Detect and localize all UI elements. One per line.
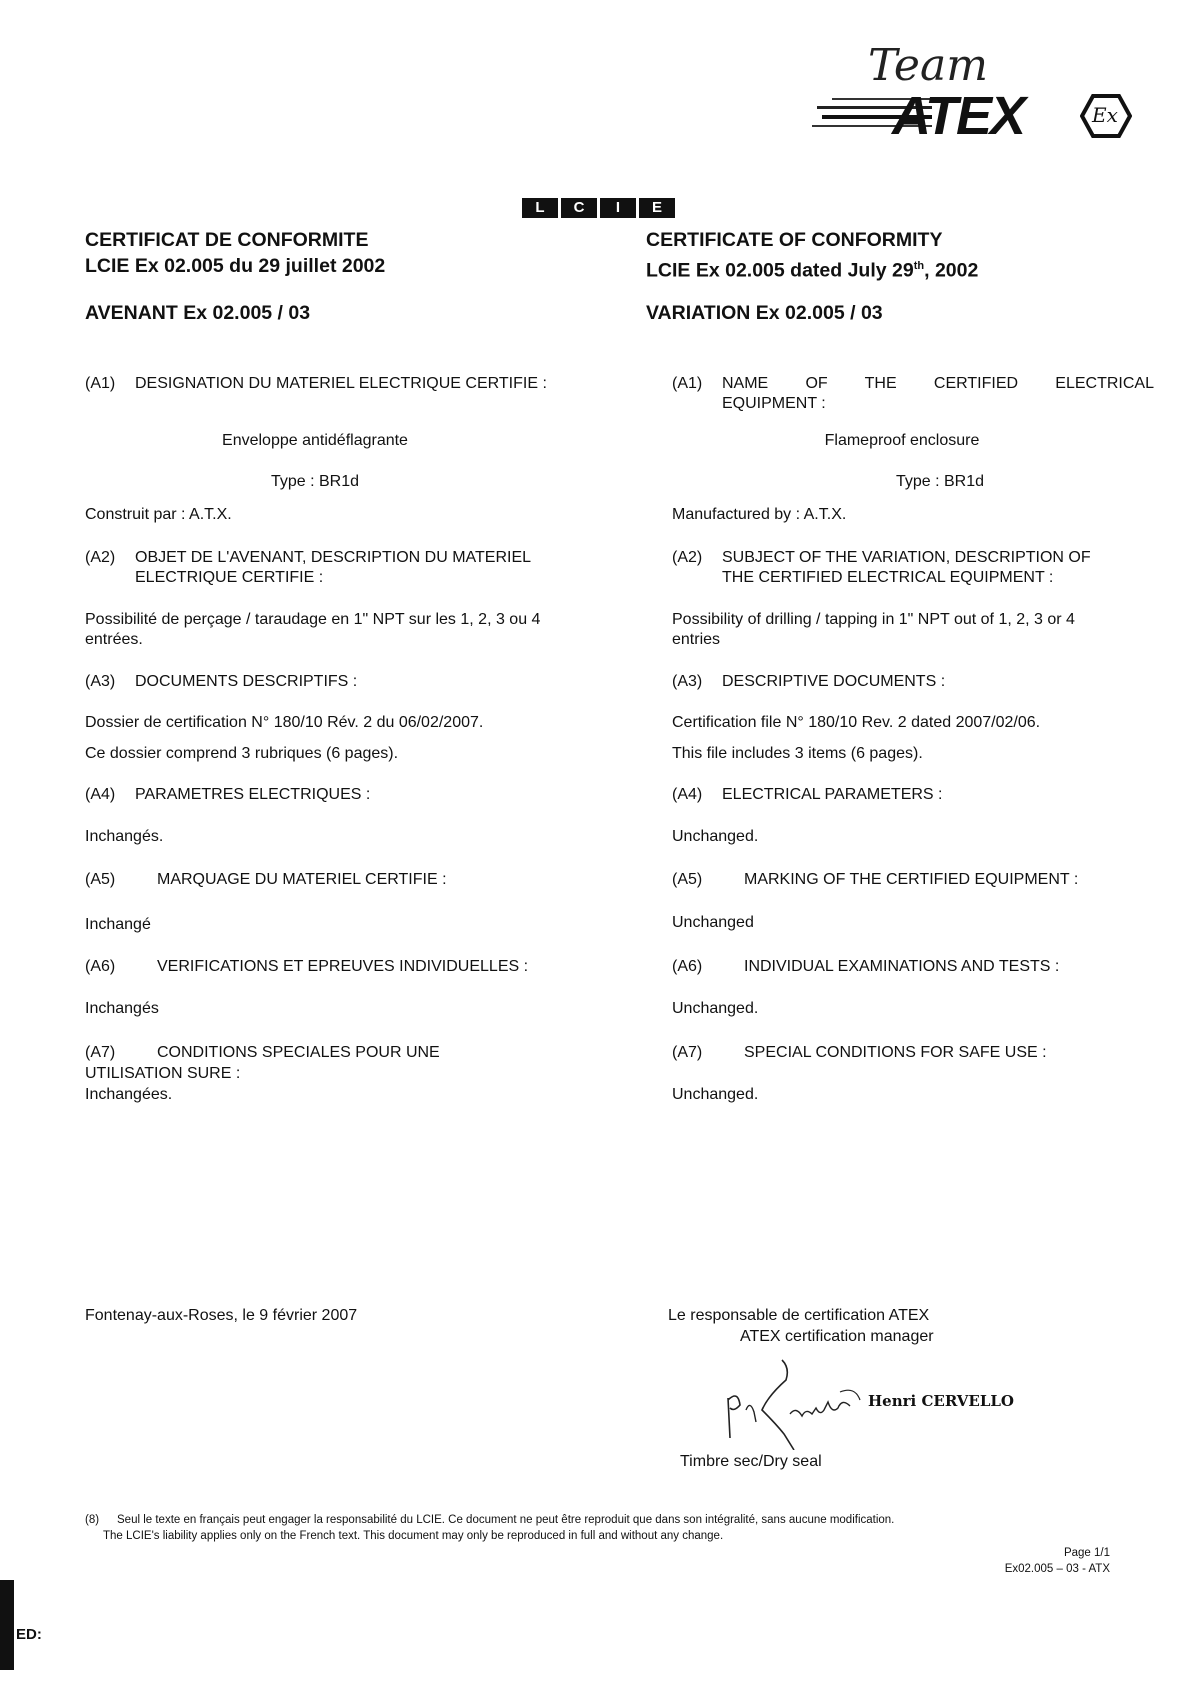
en-a2-num: (A2)	[672, 549, 703, 566]
lcie-letter: L	[535, 199, 545, 216]
fr-a3-text1: Dossier de certification N° 180/10 Rév. 2 du 06/02/2007.	[85, 714, 484, 731]
en-a1-maker: Manufactured by : A.T.X.	[672, 506, 847, 523]
page-number: Page 1/1	[1063, 1547, 1110, 1559]
en-a3-label: DESCRIPTIVE DOCUMENTS :	[722, 673, 946, 690]
lcie-letter: I	[597, 198, 636, 218]
fr-a1-item: Enveloppe antidéflagrante	[222, 432, 408, 449]
en-a6-label: INDIVIDUAL EXAMINATIONS AND TESTS :	[744, 958, 1060, 975]
fr-a7-text: Inchangées.	[85, 1086, 173, 1103]
lcie-letter: C	[558, 198, 597, 218]
en-a5-num: (A5)	[672, 871, 703, 888]
en-a5-label: MARKING OF THE CERTIFIED EQUIPMENT :	[744, 871, 1079, 888]
en-a7-num: (A7)	[672, 1044, 703, 1061]
en-title-line2	[646, 253, 978, 284]
en-a1-type: Type : BR1d	[895, 473, 985, 490]
en-a6-num: (A6)	[672, 958, 703, 975]
en-variation: VARIATION Ex 02.005 / 03	[646, 302, 883, 324]
en-a1-label	[722, 374, 1154, 414]
en-a4-label: ELECTRICAL PARAMETERS :	[722, 786, 943, 803]
scan-margin-text: ED:	[16, 1626, 42, 1643]
ex-hexagon-label: Ex	[1092, 103, 1118, 127]
fr-a7-label-line2: UTILISATION SURE :	[85, 1065, 241, 1082]
fr-a1-label: DESIGNATION DU MATERIEL ELECTRIQUE CERTIFIE :	[135, 375, 547, 392]
en-a1-label-line2: EQUIPMENT :	[722, 395, 826, 412]
en-a1-item: Flameproof enclosure	[824, 432, 980, 449]
fr-a1-num: (A1)	[85, 375, 116, 392]
signature-role-fr: Le responsable de certification ATEX	[668, 1307, 930, 1324]
fr-a2-label-line1: OBJET DE L'AVENANT, DESCRIPTION DU MATERIEL	[135, 549, 532, 566]
ex-hexagon-icon	[1080, 94, 1132, 138]
fr-a4-label: PARAMETRES ELECTRIQUES :	[135, 786, 371, 803]
en-title-line2-main: LCIE Ex 02.005 dated July 29	[646, 259, 914, 282]
fr-a7-num: (A7)	[85, 1044, 116, 1061]
en-a2-label-line2: THE CERTIFIED ELECTRICAL EQUIPMENT :	[722, 569, 1054, 586]
en-a5-text: Unchanged	[672, 914, 754, 931]
en-a2-text-line2: entries	[672, 631, 721, 648]
seal-label: Timbre sec/Dry seal	[680, 1453, 822, 1470]
en-title	[646, 227, 978, 284]
fr-a5-num: (A5)	[85, 871, 116, 888]
fr-a6-text: Inchangés	[85, 1000, 159, 1017]
logo-script-text: Team	[868, 40, 988, 91]
fr-a5-label: MARQUAGE DU MATERIEL CERTIFIE :	[157, 871, 447, 888]
en-a6-text: Unchanged.	[672, 1000, 759, 1017]
handwritten-signature	[720, 1350, 880, 1450]
fr-title-line2: LCIE Ex 02.005 du 29 juillet 2002	[85, 255, 386, 277]
fr-a7-label-line1: CONDITIONS SPECIALES POUR UNE	[157, 1044, 440, 1061]
en-a2-text	[672, 610, 1075, 650]
fr-a2-text-line1: Possibilité de perçage / taraudage en 1" NPT sur les 1, 2, 3 ou 4	[85, 611, 541, 628]
en-a3-text1: Certification file N° 180/10 Rev. 2 dated 2007/02/06.	[672, 714, 1041, 731]
team-atex-logo	[812, 42, 1142, 152]
en-a4-text: Unchanged.	[672, 828, 759, 845]
fr-a5-text: Inchangé	[85, 916, 151, 933]
fr-a2-text	[85, 610, 540, 650]
fr-title	[85, 227, 385, 279]
fr-a2-label	[135, 548, 531, 588]
fr-a4-text: Inchangés.	[85, 828, 164, 845]
en-a1-num: (A1)	[672, 375, 703, 392]
en-title-line1: CERTIFICATE OF CONFORMITY	[646, 229, 943, 251]
en-title-line2-sup: th	[913, 260, 925, 272]
signature-role-en: ATEX certification manager	[740, 1328, 934, 1345]
scan-margin-bar	[0, 1580, 14, 1670]
lcie-letter: E	[636, 198, 675, 218]
fr-a1-type: Type : BR1d	[270, 473, 360, 490]
footer-note-number: (8)	[85, 1514, 100, 1526]
place-date: Fontenay-aux-Roses, le 9 février 2007	[85, 1307, 358, 1324]
fr-a3-text2: Ce dossier comprend 3 rubriques (6 pages).	[85, 745, 399, 762]
lcie-logo-bar	[522, 198, 675, 218]
en-a3-num: (A3)	[672, 673, 703, 690]
fr-avenant: AVENANT Ex 02.005 / 03	[85, 302, 311, 324]
fr-a3-num: (A3)	[85, 673, 116, 690]
en-a2-label-line1: SUBJECT OF THE VARIATION, DESCRIPTION OF	[722, 549, 1091, 566]
logo-brand-text: ATEX	[892, 86, 1025, 146]
en-a2-text-line1: Possibility of drilling / tapping in 1" NPT out of 1, 2, 3 or 4	[672, 611, 1075, 628]
en-a7-text: Unchanged.	[672, 1086, 759, 1103]
fr-title-line1: CERTIFICAT DE CONFORMITE	[85, 229, 369, 251]
signatory-name: Henri CERVELLO	[868, 1392, 1014, 1410]
en-title-line2-year: , 2002	[924, 259, 979, 282]
fr-a2-num: (A2)	[85, 549, 116, 566]
fr-a6-label: VERIFICATIONS ET EPREUVES INDIVIDUELLES :	[157, 958, 529, 975]
en-a3-text2: This file includes 3 items (6 pages).	[672, 745, 923, 762]
en-a7-label: SPECIAL CONDITIONS FOR SAFE USE :	[744, 1044, 1047, 1061]
fr-a2-label-line2: ELECTRIQUE CERTIFIE :	[135, 569, 324, 586]
fr-a2-text-line2: entrées.	[85, 631, 143, 648]
en-a1-label-line1: NAME OF THE CERTIFIED ELECTRICAL	[722, 375, 1154, 392]
fr-a6-num: (A6)	[85, 958, 116, 975]
fr-a3-label: DOCUMENTS DESCRIPTIFS :	[135, 673, 358, 690]
en-a2-label	[722, 548, 1091, 588]
document-reference: Ex02.005 – 03 - ATX	[1004, 1563, 1110, 1575]
footer-note-fr: Seul le texte en français peut engager la responsabilité du LCIE. Ce document ne peut être reproduit que dans son intégralité, sans aucune modification.	[117, 1514, 895, 1526]
fr-a1-maker: Construit par : A.T.X.	[85, 506, 232, 523]
en-a4-num: (A4)	[672, 786, 703, 803]
fr-a4-num: (A4)	[85, 786, 116, 803]
footer-note-en: The LCIE's liability applies only on the French text. This document may only be reproduced in full and without any change.	[103, 1530, 724, 1542]
